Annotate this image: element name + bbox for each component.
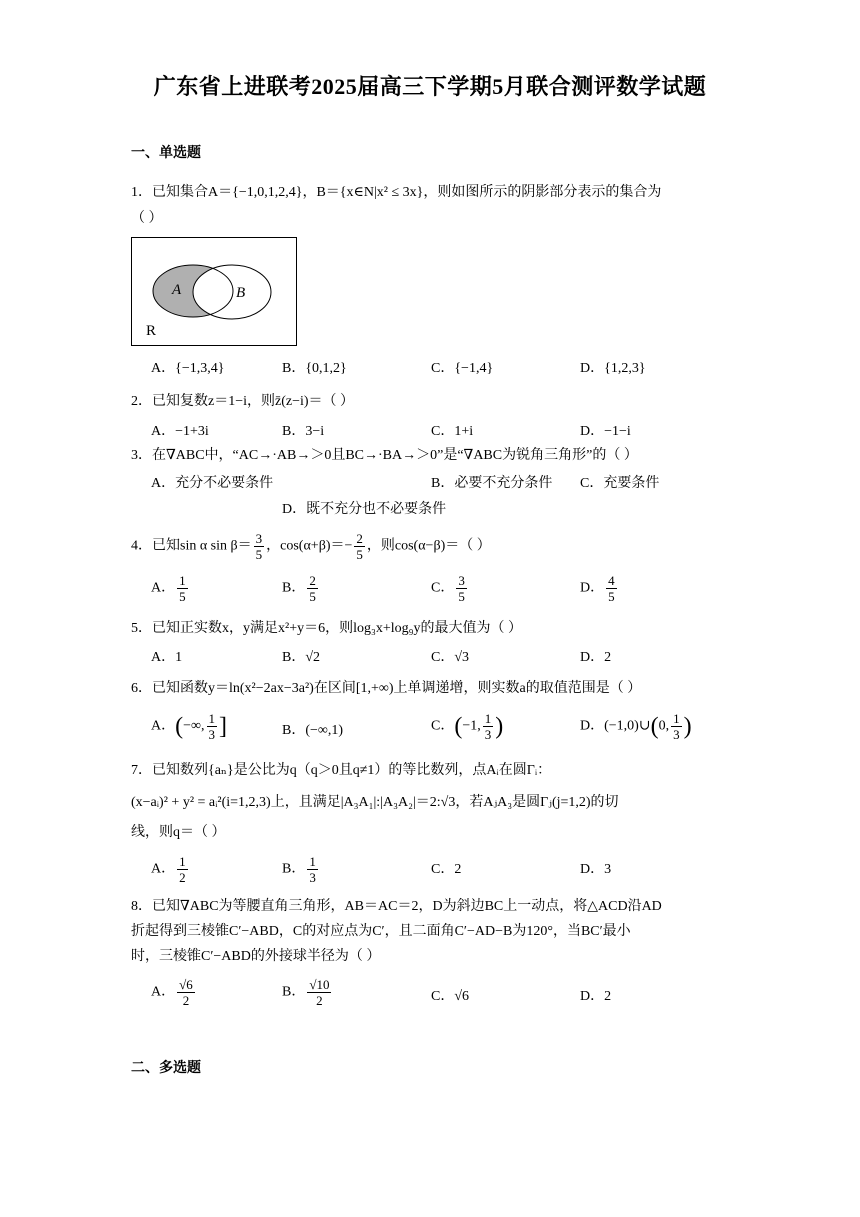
q4-option-b-label: B． (282, 580, 306, 596)
q6-option-d: D．(−1,0)∪(0, $\frac{1}{3}$ ) (580, 711, 692, 742)
q3-option-a: A．充分不必要条件 (151, 476, 274, 491)
question-7-stem-end: 线，则q＝（ ） (131, 825, 226, 840)
q4-fraction-1 (254, 532, 265, 561)
q6-option-a: A．(−∞, $\frac{1}{3}$ ] (151, 711, 228, 742)
q2-option-a: A．−1+3i (151, 424, 209, 439)
question-7-stem-cont: (x−aᵢ)² + y² = aᵢ²(i=1,2,3)上，且满足|A₃A₁|:|A₃A₂|＝2:√3，若AⱼA₃是圆Γⱼ(j=1,2)的切 (131, 795, 619, 810)
q3-option-c: C．充要条件 (580, 476, 660, 491)
q7-option-b-den: 3 (309, 870, 316, 885)
venn-label-b: B (236, 285, 246, 301)
venn-label-r: R (146, 323, 157, 339)
question-6-stem: 6．已知函数y＝ln(x²−2ax−3a²)在区间[1,+∞)上单调递增，则实数a的取值范围是（ ） (131, 681, 642, 696)
q7-option-a-label: A． (151, 861, 176, 877)
q2-option-c: C．1+i (431, 424, 474, 439)
q4-option-d-den: 5 (608, 589, 615, 604)
question-2-stem: 2．已知复数z＝1−i，则z̄(z−i)＝（ ） (131, 394, 355, 409)
q4-stem-part-b: ，cos(α+β)＝− (266, 538, 353, 554)
q5-option-c: C．√3 (431, 650, 470, 665)
q6-option-c-den: 3 (484, 727, 492, 742)
q4-fraction-1-num: 3 (255, 531, 263, 546)
q6-option-c: C．(−1, $\frac{1}{3}$ ) (431, 711, 504, 742)
q4-option-d (580, 574, 619, 603)
q1-option-b: B．{0,1,2} (282, 361, 347, 376)
question-1-stem: 1．已知集合A＝{−1,0,1,2,4}，B＝{x∈N|x² ≤ 3x}，则如图所示的阴影部分表示的集合为 (131, 185, 662, 200)
q6-option-a-num: 1 (208, 711, 216, 726)
q6-option-d-den: 3 (673, 727, 680, 742)
section-heading-single-choice: 一、单选题 (131, 146, 201, 161)
q7-option-d: D．3 (580, 862, 612, 877)
q6-option-d-num: 1 (673, 711, 680, 726)
q8-option-d: D．2 (580, 989, 612, 1004)
venn-graphic (132, 238, 296, 345)
q3-option-d: D．既不充分也不必要条件 (282, 502, 447, 517)
question-1-stem-cont: （ ） (131, 211, 163, 226)
q4-option-a (151, 574, 190, 603)
q7-option-a-den: 2 (179, 870, 186, 885)
q6-option-d-label: D．(−1,0)∪ (580, 718, 651, 734)
venn-diagram (131, 237, 297, 346)
question-4-stem (131, 532, 491, 561)
q2-option-d: D．−1−i (580, 424, 631, 439)
q4-fraction-2-num: 2 (356, 531, 363, 546)
q2-option-b: B．3−i (282, 424, 325, 439)
section-heading-multi-choice: 二、多选题 (131, 1061, 201, 1076)
q7-option-a (151, 855, 190, 884)
q8-option-a (151, 978, 197, 1007)
question-7-stem: 7．已知数列{aₙ}是公比为q（q＞0且q≠1）的等比数列，点Aᵢ在圆Γᵢ： (131, 763, 552, 778)
q4-stem-part-c: ，则cos(α−β)＝（ ） (366, 538, 491, 554)
q4-option-a-num: 1 (179, 573, 186, 588)
q4-option-b (282, 574, 320, 603)
q6-option-c-num: 1 (484, 711, 492, 726)
q4-option-c-num: 3 (458, 573, 465, 588)
q6-option-c-label: C． (431, 718, 455, 734)
question-5-stem: 5．已知正实数x，y满足x²+y＝6，则log₃x+log₉y的最大值为（ ） (131, 621, 523, 636)
venn-label-a: A (172, 282, 182, 298)
q1-option-d: D．{1,2,3} (580, 361, 646, 376)
q4-option-d-label: D． (580, 580, 605, 596)
q8-option-c: C．√6 (431, 989, 470, 1004)
q8-option-b-label: B． (282, 984, 306, 1000)
q4-fraction-2-den: 5 (356, 547, 363, 562)
q4-option-c (431, 574, 469, 603)
q5-option-d: D．2 (580, 650, 612, 665)
q5-option-a: A．1 (151, 650, 183, 665)
page-title: 广东省上进联考2025届高三下学期5月联合测评数学试题 (153, 74, 707, 99)
question-8-stem-cont: 折起得到三棱锥C′−ABD，C的对应点为C′，且二面角C′−AD−B为120°，当BC′最小 (131, 924, 631, 939)
q6-option-b: B．(−∞,1) (282, 723, 344, 738)
q6-option-a-den: 3 (208, 727, 216, 742)
q4-fraction-1-den: 5 (255, 547, 263, 562)
question-3-stem: 3．在∇ABC中，“AC→·AB→＞0且BC→·BA→＞0”是“∇ABC为锐角三角形”的（ ） (131, 448, 638, 463)
q4-option-a-den: 5 (179, 589, 186, 604)
q6-option-c-body: −1, (462, 718, 481, 734)
q8-option-b-num: √10 (309, 977, 330, 992)
q4-option-d-num: 4 (608, 573, 615, 588)
question-8-stem: 8．已知∇ABC为等腰直角三角形，AB＝AC＝2，D为斜边BC上一动点，将△ACD沿AD (131, 899, 662, 914)
q3-option-b: B．必要不充分条件 (431, 476, 553, 491)
q6-option-a-label: A． (151, 718, 176, 734)
q7-option-b-num: 1 (309, 854, 316, 869)
q8-option-b-den: 2 (316, 993, 323, 1008)
q5-option-b: B．√2 (282, 650, 321, 665)
q4-stem-part-a: 4．已知sin α sin β＝ (131, 538, 252, 554)
q8-option-a-label: A． (151, 984, 176, 1000)
q6-option-a-body: −∞, (183, 718, 205, 734)
q8-option-b (282, 978, 333, 1007)
q4-option-c-label: C． (431, 580, 455, 596)
q4-option-b-den: 5 (309, 589, 316, 604)
q7-option-c: C．2 (431, 862, 462, 877)
q6-option-d-body: 0, (658, 718, 670, 734)
q8-option-a-num: √6 (179, 977, 193, 992)
q7-option-b-label: B． (282, 861, 306, 877)
q4-option-b-num: 2 (309, 573, 316, 588)
q7-option-b (282, 855, 320, 884)
q4-option-a-label: A． (151, 580, 176, 596)
q1-option-a: A．{−1,3,4} (151, 361, 225, 376)
q7-option-a-num: 1 (179, 854, 186, 869)
set-b-circle (193, 265, 271, 319)
question-8-stem-end: 时，三棱锥C′−ABD的外接球半径为（ ） (131, 949, 381, 964)
q1-option-c: C．{−1,4} (431, 361, 494, 376)
q4-option-c-den: 5 (458, 589, 465, 604)
q8-option-a-den: 2 (182, 993, 190, 1008)
q4-fraction-2 (354, 532, 365, 561)
